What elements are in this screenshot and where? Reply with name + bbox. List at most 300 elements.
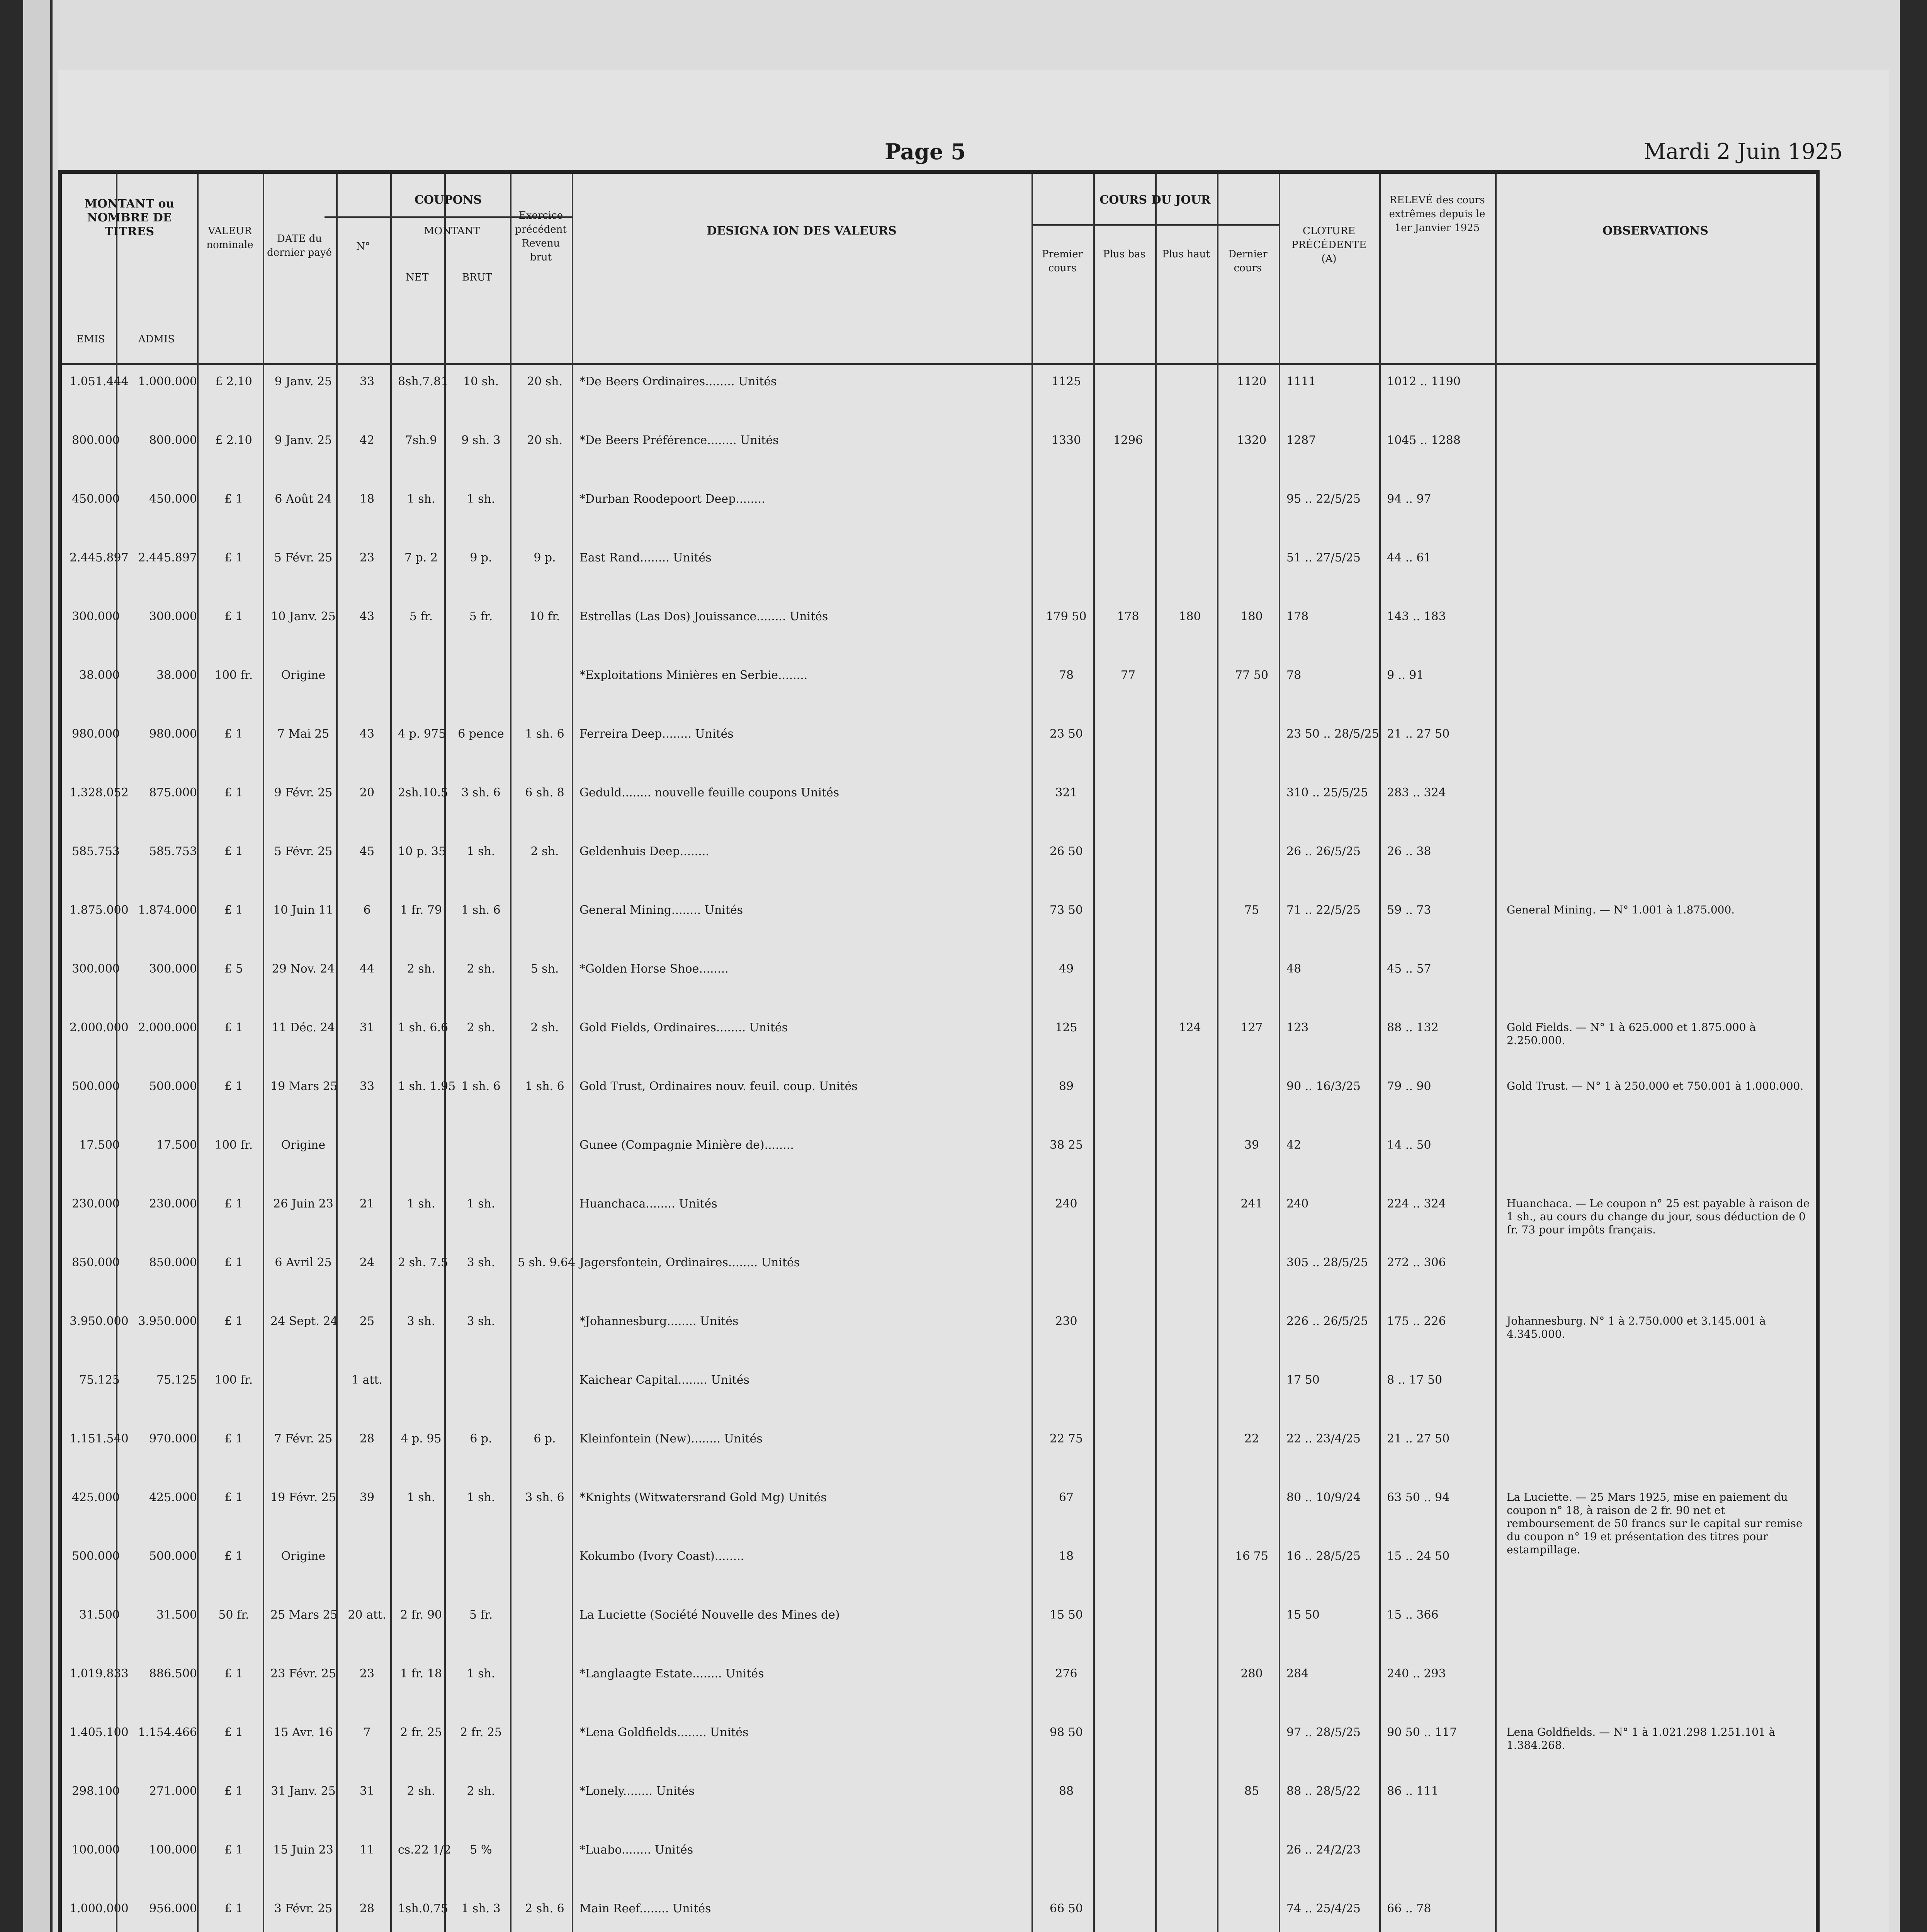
cell-ex: 2 sh. 6: [525, 1902, 564, 1915]
cell-desig: Geldenhuis Deep........: [579, 845, 709, 858]
cell-ex: 2 sh.: [530, 1021, 559, 1034]
cell-net: 7 p. 2: [404, 551, 438, 565]
cell-date: 19 Mars 25: [270, 1080, 338, 1093]
cell-ex: 10 fr.: [529, 610, 560, 623]
cell-ex: 6 p.: [534, 1432, 556, 1446]
cell-releve: 21 .. 27 50: [1387, 727, 1450, 741]
scan-shadow-right: [1900, 0, 1927, 1932]
cell-desig: Estrellas (Las Dos) Jouissance........ Unités: [579, 610, 828, 623]
cell-emis: 2.445.897: [70, 551, 129, 565]
cell-dernier: 22: [1244, 1432, 1259, 1446]
cell-valeur: 100 fr.: [214, 668, 253, 682]
cell-date: 7 Févr. 25: [274, 1432, 333, 1446]
cell-desig: *De Beers Ordinaires........ Unités: [579, 375, 777, 388]
cell-admis: 230.000: [149, 1197, 197, 1211]
cell-cloture: 1111: [1286, 375, 1316, 388]
cell-emis: 1.328.052: [70, 786, 129, 799]
header-net: NET: [406, 272, 429, 283]
cell-no: 24: [359, 1256, 375, 1269]
cell-ex: 3 sh. 6: [525, 1491, 564, 1504]
cell-valeur: £ 1: [224, 1726, 243, 1739]
cell-desig: Gold Fields, Ordinaires........ Unités: [579, 1021, 788, 1034]
cell-brut: 5 fr.: [469, 1608, 493, 1622]
cell-valeur: £ 1: [224, 1843, 243, 1857]
cell-valeur: 50 fr.: [218, 1608, 249, 1622]
cell-valeur: £ 1: [224, 1432, 243, 1446]
cell-plus-haut: 180: [1179, 610, 1201, 623]
cell-emis: 1.019.833: [70, 1667, 129, 1680]
cell-admis: 970.000: [149, 1432, 197, 1446]
header-rule: [62, 363, 1816, 365]
cell-admis: 585.753: [149, 845, 197, 858]
cell-net: 1sh.0.75: [398, 1902, 449, 1915]
header-valeur: VALEUR nominale: [206, 225, 253, 251]
cell-releve: 94 .. 97: [1387, 492, 1431, 506]
cell-releve: 90 50 .. 117: [1387, 1726, 1457, 1739]
cell-cloture: 26 .. 24/2/23: [1286, 1843, 1361, 1857]
header-observations: OBSERVATIONS: [1602, 224, 1709, 238]
cell-no: 23: [359, 551, 375, 565]
cell-premier: 1125: [1051, 375, 1081, 388]
cell-admis: 17.500: [156, 1138, 197, 1152]
cell-emis: 3.950.000: [70, 1315, 129, 1328]
cell-releve: 26 .. 38: [1387, 845, 1431, 858]
cell-no: 21: [359, 1197, 375, 1211]
cell-valeur: £ 1: [224, 1902, 243, 1915]
cell-date: Origine: [281, 1138, 326, 1152]
cell-dernier: 1120: [1237, 375, 1267, 388]
header-brut: BRUT: [462, 272, 492, 283]
cell-premier: 89: [1059, 1080, 1074, 1093]
cell-valeur: £ 1: [224, 492, 243, 506]
cell-releve: 143 .. 183: [1387, 610, 1446, 623]
cell-dernier: 75: [1244, 903, 1259, 917]
cell-date: 5 Févr. 25: [274, 845, 333, 858]
cell-brut: 2 fr. 25: [460, 1726, 502, 1739]
cell-desig: Gold Trust, Ordinaires nouv. feuil. coup. Unités: [579, 1080, 858, 1093]
cell-net: 4 p. 95: [401, 1432, 442, 1446]
cell-releve: 44 .. 61: [1387, 551, 1431, 565]
cell-net: 1 sh. 6.6: [398, 1021, 449, 1034]
cell-brut: 3 sh. 6: [461, 786, 501, 799]
cell-dernier: 127: [1240, 1021, 1263, 1034]
cell-brut: 3 sh.: [467, 1315, 495, 1328]
cell-brut: 9 p.: [470, 551, 492, 565]
scan-shadow-left: [0, 0, 23, 1932]
cell-desig: Huanchaca........ Unités: [579, 1197, 717, 1211]
cell-no: 31: [359, 1021, 375, 1034]
cell-no: 23: [359, 1667, 375, 1680]
cell-no: 44: [359, 962, 375, 976]
cell-premier: 15 50: [1050, 1608, 1083, 1622]
cell-releve: 88 .. 132: [1387, 1021, 1439, 1034]
cell-cloture: 305 .. 28/5/25: [1286, 1256, 1368, 1269]
cell-desig: Gunee (Compagnie Minière de)........: [579, 1138, 794, 1152]
cell-valeur: £ 2.10: [215, 434, 252, 447]
cell-emis: 500.000: [71, 1080, 120, 1093]
cell-ex: 20 sh.: [527, 375, 562, 388]
cell-date: 3 Févr. 25: [274, 1902, 333, 1915]
cell-valeur: 100 fr.: [214, 1138, 253, 1152]
cell-brut: 1 sh. 6: [461, 1080, 501, 1093]
cell-valeur: £ 1: [224, 786, 243, 799]
cell-date: 15 Juin 23: [273, 1843, 333, 1857]
cell-desig: Ferreira Deep........ Unités: [579, 727, 734, 741]
cell-plus-bas: 77: [1120, 668, 1136, 682]
cell-brut: 1 sh.: [467, 1491, 495, 1504]
cell-dernier: 241: [1240, 1197, 1263, 1211]
document-page: [58, 70, 1889, 1932]
cell-emis: 298.100: [71, 1784, 120, 1798]
cell-date: 10 Janv. 25: [271, 610, 336, 623]
cell-cloture: 90 .. 16/3/25: [1286, 1080, 1361, 1093]
cell-cloture: 1287: [1286, 434, 1316, 447]
cell-desig: *Luabo........ Unités: [579, 1843, 693, 1857]
header-montant: MONTANT ou NOMBRE DE TITRES: [84, 197, 175, 238]
cell-no: 6: [363, 903, 371, 917]
header-premier: Premier cours: [1042, 248, 1083, 274]
cell-valeur: £ 1: [224, 610, 243, 623]
cell-releve: 283 .. 324: [1387, 786, 1446, 799]
cell-admis: 2.445.897: [138, 551, 197, 565]
cell-net: 1 sh. 1.95: [398, 1080, 456, 1093]
cell-net: 2 fr. 90: [400, 1608, 442, 1622]
cell-date: 31 Janv. 25: [271, 1784, 336, 1798]
cell-releve: 21 .. 27 50: [1387, 1432, 1450, 1446]
cell-date: 24 Sept. 24: [270, 1315, 338, 1328]
cell-net: 2 sh.: [407, 962, 435, 976]
cell-cloture: 48: [1286, 962, 1302, 976]
cell-cloture: 42: [1286, 1138, 1302, 1152]
cell-no: 20 att.: [348, 1608, 386, 1622]
cell-desig: *De Beers Préférence........ Unités: [579, 434, 779, 447]
cell-net: 1 fr. 79: [400, 903, 442, 917]
cell-brut: 1 sh. 3: [461, 1902, 501, 1915]
cell-releve: 66 .. 78: [1387, 1902, 1431, 1915]
cell-ex: 6 sh. 8: [525, 786, 564, 799]
cell-net: 1 fr. 18: [400, 1667, 442, 1680]
cell-valeur: £ 1: [224, 1080, 243, 1093]
cell-releve: 240 .. 293: [1387, 1667, 1446, 1680]
cell-cloture: 26 .. 26/5/25: [1286, 845, 1361, 858]
cell-cloture: 310 .. 25/5/25: [1286, 786, 1368, 799]
cell-emis: 1.151.540: [70, 1432, 129, 1446]
cell-premier: 22 75: [1050, 1432, 1083, 1446]
cell-brut: 6 p.: [470, 1432, 492, 1446]
cell-releve: 15 .. 366: [1387, 1608, 1439, 1622]
cell-net: 2 sh.: [407, 1784, 435, 1798]
cell-net: 4 p. 975: [398, 727, 446, 741]
cell-cloture: 74 .. 25/4/25: [1286, 1902, 1361, 1915]
cell-date: 23 Févr. 25: [270, 1667, 336, 1680]
cell-desig: Geduld........ nouvelle feuille coupons Unités: [579, 786, 839, 799]
cell-cloture: 123: [1286, 1021, 1309, 1034]
observation-note: Gold Fields. — N° 1 à 625.000 et 1.875.000 à 2.250.000.: [1507, 1021, 1756, 1047]
cell-admis: 3.950.000: [138, 1315, 197, 1328]
cell-cloture: 51 .. 27/5/25: [1286, 551, 1361, 565]
cell-releve: 63 50 .. 94: [1387, 1491, 1450, 1504]
cell-releve: 9 .. 91: [1387, 668, 1424, 682]
cell-emis: 17.500: [79, 1138, 120, 1152]
page-number: Page 5: [885, 139, 966, 165]
cell-emis: 2.000.000: [70, 1021, 129, 1034]
observation-note: Lena Goldfields. — N° 1 à 1.021.298 1.251.101 à 1.384.268.: [1507, 1726, 1776, 1752]
cell-releve: 86 .. 111: [1387, 1784, 1439, 1798]
cell-net: 10 p. 35: [398, 845, 446, 858]
cell-premier: 230: [1055, 1315, 1077, 1328]
cell-admis: 1.000.000: [138, 375, 197, 388]
cell-dernier: 180: [1240, 610, 1263, 623]
cell-ex: 5 sh. 9.64: [518, 1256, 576, 1269]
cell-emis: 300.000: [71, 962, 120, 976]
cell-brut: 2 sh.: [467, 1784, 495, 1798]
cell-valeur: £ 1: [224, 903, 243, 917]
cell-valeur: £ 1: [224, 1784, 243, 1798]
cell-admis: 300.000: [149, 962, 197, 976]
header-no: N°: [356, 241, 370, 252]
cell-no: 18: [359, 492, 375, 506]
cell-date: 29 Nov. 24: [272, 962, 335, 976]
cell-premier: 66 50: [1050, 1902, 1083, 1915]
observation-note: Gold Trust. — N° 1 à 250.000 et 750.001 à 1.000.000.: [1507, 1080, 1804, 1092]
cell-date: 25 Mars 25: [270, 1608, 338, 1622]
cell-valeur: £ 1: [224, 1021, 243, 1034]
cell-valeur: £ 1: [224, 1256, 243, 1269]
cell-cloture: 16 .. 28/5/25: [1286, 1549, 1361, 1563]
cell-date: 9 Janv. 25: [274, 375, 332, 388]
cell-brut: 2 sh.: [467, 962, 495, 976]
cell-emis: 300.000: [71, 610, 120, 623]
cell-desig: Kokumbo (Ivory Coast)........: [579, 1549, 744, 1563]
cell-desig: La Luciette (Société Nouvelle des Mines de): [579, 1608, 840, 1622]
cell-no: 33: [359, 375, 375, 388]
cell-ex: 9 p.: [534, 551, 556, 565]
cell-admis: 425.000: [149, 1491, 197, 1504]
cell-cloture: 78: [1286, 668, 1302, 682]
cell-releve: 272 .. 306: [1387, 1256, 1446, 1269]
header-admis: ADMIS: [138, 333, 175, 345]
cell-premier: 321: [1055, 786, 1077, 799]
cell-valeur: 100 fr.: [214, 1373, 253, 1387]
cell-admis: 800.000: [149, 434, 197, 447]
cell-date: 19 Févr. 25: [270, 1491, 336, 1504]
cell-date: 9 Févr. 25: [274, 786, 333, 799]
cell-desig: *Lonely........ Unités: [579, 1784, 695, 1798]
page-date: Mardi 2 Juin 1925: [1643, 139, 1843, 164]
cell-premier: 49: [1059, 962, 1074, 976]
cell-no: 28: [359, 1902, 375, 1915]
header-releve: RELEVÉ des cours extrêmes depuis le 1er Janvier 1925: [1389, 194, 1485, 234]
cell-dernier: 280: [1240, 1667, 1263, 1680]
cell-desig: *Golden Horse Shoe........: [579, 962, 729, 976]
cell-valeur: £ 2.10: [215, 375, 252, 388]
cell-emis: 31.500: [79, 1608, 120, 1622]
cell-admis: 271.000: [149, 1784, 197, 1798]
cell-premier: 18: [1059, 1549, 1074, 1563]
header-date: DATE du dernier payé: [267, 233, 332, 259]
cell-date: 5 Févr. 25: [274, 551, 333, 565]
cell-ex: 2 sh.: [530, 845, 559, 858]
cell-net: 1 sh.: [407, 1197, 435, 1211]
cell-ex: 20 sh.: [527, 434, 562, 447]
cell-admis: 850.000: [149, 1256, 197, 1269]
cell-cloture: 240: [1286, 1197, 1309, 1211]
cell-dernier: 39: [1244, 1138, 1259, 1152]
cell-cloture: 23 50 .. 28/5/25: [1286, 727, 1379, 741]
cell-net: 8sh.7.81: [398, 375, 449, 388]
cell-premier: 67: [1059, 1491, 1074, 1504]
cell-desig: General Mining........ Unités: [579, 903, 743, 917]
header-plus-haut: Plus haut: [1162, 248, 1210, 260]
cell-brut: 1 sh.: [467, 492, 495, 506]
header-montant-coupon: MONTANT: [424, 225, 480, 237]
cell-emis: 1.405.100: [70, 1726, 129, 1739]
cell-premier: 276: [1055, 1667, 1077, 1680]
cell-premier: 73 50: [1050, 903, 1083, 917]
cell-admis: 38.000: [156, 668, 197, 682]
cell-emis: 450.000: [71, 492, 120, 506]
cell-emis: 1.051.444: [70, 375, 129, 388]
cell-brut: 1 sh.: [467, 1197, 495, 1211]
cell-no: 7: [363, 1726, 371, 1739]
cell-net: 2 fr. 25: [400, 1726, 442, 1739]
header-designation: DESIGNA ION DES VALEURS: [707, 224, 897, 238]
cell-valeur: £ 1: [224, 1549, 243, 1563]
cell-brut: 3 sh.: [467, 1256, 495, 1269]
cell-cloture: 95 .. 22/5/25: [1286, 492, 1361, 506]
cell-desig: Jagersfontein, Ordinaires........ Unités: [579, 1256, 800, 1269]
cell-net: 3 sh.: [407, 1315, 435, 1328]
cell-date: Origine: [281, 668, 326, 682]
cell-brut: 1 sh. 6: [461, 903, 501, 917]
cell-emis: 425.000: [71, 1491, 120, 1504]
cell-releve: 79 .. 90: [1387, 1080, 1431, 1093]
cell-brut: 10 sh.: [463, 375, 499, 388]
header-exercice: Exercice précédent Revenu brut: [515, 210, 567, 263]
cell-admis: 2.000.000: [138, 1021, 197, 1034]
cell-brut: 9 sh. 3: [461, 434, 501, 447]
cell-desig: *Exploitations Minières en Serbie........: [579, 668, 808, 682]
table-row: [62, 1902, 1816, 1932]
cell-no: 1 att.: [351, 1373, 383, 1387]
cell-admis: 1.154.466: [138, 1726, 197, 1739]
cell-no: 42: [359, 434, 375, 447]
header-plus-bas: Plus bas: [1103, 248, 1145, 260]
observation-note: La Luciette. — 25 Mars 1925, mise en paiement du coupon n° 18, à raison de 2 fr. 90 net et remboursement de 50 francs sur le capital sur remise du coupon n° 19 et présentation des titres pour estampillage.: [1507, 1491, 1803, 1556]
cell-dernier: 77 50: [1235, 668, 1268, 682]
cell-net: 5 fr.: [409, 610, 433, 623]
cell-emis: 850.000: [71, 1256, 120, 1269]
cell-emis: 230.000: [71, 1197, 120, 1211]
cell-date: 9 Janv. 25: [274, 434, 332, 447]
cell-net: 7sh.9: [405, 434, 437, 447]
cell-dernier: 1320: [1237, 434, 1267, 447]
cell-date: 6 Avril 25: [275, 1256, 332, 1269]
cell-cloture: 80 .. 10/9/24: [1286, 1491, 1361, 1504]
cell-premier: 125: [1055, 1021, 1077, 1034]
cell-emis: 100.000: [71, 1843, 120, 1857]
cell-admis: 980.000: [149, 727, 197, 741]
cell-admis: 956.000: [149, 1902, 197, 1915]
cell-releve: 1012 .. 1190: [1387, 375, 1461, 388]
cell-valeur: £ 1: [224, 727, 243, 741]
cell-brut: 1 sh.: [467, 845, 495, 858]
cell-brut: 5 fr.: [469, 610, 493, 623]
cell-no: 28: [359, 1432, 375, 1446]
cell-emis: 500.000: [71, 1549, 120, 1563]
cell-admis: 500.000: [149, 1549, 197, 1563]
cell-valeur: £ 1: [224, 1491, 243, 1504]
cell-premier: 78: [1059, 668, 1074, 682]
header-cours-du-jour: COURS DU JOUR: [1099, 193, 1211, 207]
cell-date: 26 Juin 23: [273, 1197, 333, 1211]
cell-cloture: 15 50: [1286, 1608, 1320, 1622]
cell-cloture: 226 .. 26/5/25: [1286, 1315, 1368, 1328]
cell-premier: 179 50: [1046, 610, 1087, 623]
cell-admis: 31.500: [156, 1608, 197, 1622]
cell-admis: 875.000: [149, 786, 197, 799]
cell-net: 2sh.10.5: [398, 786, 449, 799]
cell-valeur: £ 1: [224, 1315, 243, 1328]
cell-cloture: 178: [1286, 610, 1309, 623]
cell-no: 20: [359, 786, 375, 799]
cell-releve: 224 .. 324: [1387, 1197, 1446, 1211]
header-coupons: COUPONS: [415, 193, 482, 207]
cell-ex: 1 sh. 6: [525, 727, 564, 741]
cell-net: 1 sh.: [407, 1491, 435, 1504]
cell-releve: 45 .. 57: [1387, 962, 1431, 976]
cell-emis: 585.753: [71, 845, 120, 858]
cell-desig: Main Reef........ Unités: [579, 1902, 711, 1915]
cell-premier: 88: [1059, 1784, 1074, 1798]
cell-net: 2 sh. 7.5: [398, 1256, 449, 1269]
header-cloture: CLOTURE PRÉCÉDENTE (A): [1291, 225, 1366, 265]
cell-no: 39: [359, 1491, 375, 1504]
cell-releve: 1045 .. 1288: [1387, 434, 1461, 447]
cell-emis: 38.000: [79, 668, 120, 682]
cell-net: cs.22 1/2: [398, 1843, 451, 1857]
cell-date: 6 Août 24: [275, 492, 332, 506]
cell-date: 10 Juin 11: [273, 903, 333, 917]
cell-net: 1 sh.: [407, 492, 435, 506]
cell-cloture: 22 .. 23/4/25: [1286, 1432, 1361, 1446]
cell-cloture: 97 .. 28/5/25: [1286, 1726, 1361, 1739]
cell-cloture: 71 .. 22/5/25: [1286, 903, 1361, 917]
cell-no: 25: [359, 1315, 375, 1328]
cell-desig: *Knights (Witwatersrand Gold Mg) Unités: [579, 1491, 827, 1504]
cell-releve: 14 .. 50: [1387, 1138, 1431, 1152]
cell-no: 45: [359, 845, 375, 858]
cell-emis: 1.875.000: [70, 903, 129, 917]
cell-admis: 450.000: [149, 492, 197, 506]
cell-desig: *Lena Goldfields........ Unités: [579, 1726, 749, 1739]
cell-plus-bas: 1296: [1113, 434, 1143, 447]
cell-no: 43: [359, 727, 375, 741]
cell-plus-bas: 178: [1117, 610, 1139, 623]
cell-plus-haut: 124: [1179, 1021, 1201, 1034]
cell-cloture: 284: [1286, 1667, 1309, 1680]
cell-emis: 800.000: [71, 434, 120, 447]
cell-desig: Kleinfontein (New)........ Unités: [579, 1432, 763, 1446]
cell-date: 15 Avr. 16: [274, 1726, 333, 1739]
cell-brut: 5 %: [470, 1843, 492, 1857]
cell-premier: 23 50: [1050, 727, 1083, 741]
cell-valeur: £ 1: [224, 845, 243, 858]
cell-valeur: £ 1: [224, 1667, 243, 1680]
cell-cloture: 17 50: [1286, 1373, 1320, 1387]
cell-desig: *Durban Roodepoort Deep........: [579, 492, 765, 506]
header-dernier: Dernier cours: [1228, 248, 1268, 274]
